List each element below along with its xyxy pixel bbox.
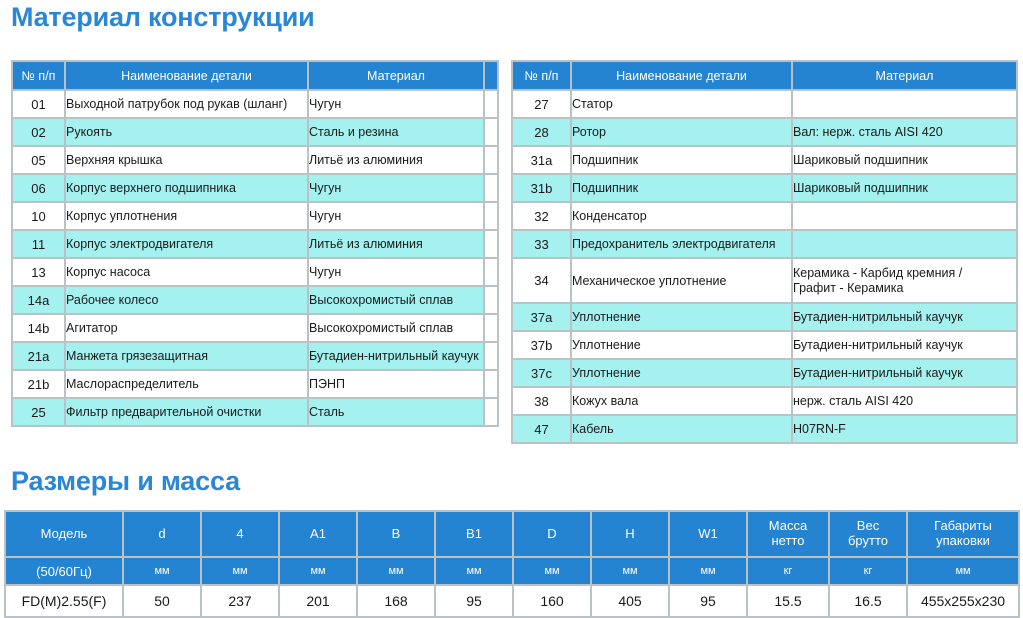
cell-dimension-value: 168	[357, 585, 435, 617]
cell-part-name: Уплотнение	[571, 303, 792, 331]
cell-part-material: Бутадиен-нитрильный каучук	[792, 303, 1017, 331]
cell-part-name: Верхняя крышка	[65, 146, 308, 174]
cell-dimension-value: 50	[123, 585, 201, 617]
table-row	[512, 258, 1017, 303]
cell-part-material: Вал: нерж. сталь AISI 420	[792, 118, 1017, 146]
dimensions-unit-label: мм	[591, 557, 669, 585]
page-title-materials: Материал конструкции	[11, 2, 315, 32]
column-header-spacer	[484, 61, 498, 90]
table-row	[12, 90, 498, 118]
cell-part-name: Корпус уплотнения	[65, 202, 308, 230]
cell-part-name: Подшипник	[571, 146, 792, 174]
cell-part-material: нерж. сталь AISI 420	[792, 387, 1017, 415]
cell-part-name: Механическое уплотнение	[571, 258, 792, 303]
cell-part-material: Сталь	[308, 398, 484, 426]
table-row	[512, 90, 1017, 118]
cell-part-material: Чугун	[308, 90, 484, 118]
table-row	[12, 202, 498, 230]
cell-part-number: 14b	[12, 314, 65, 342]
table-row	[12, 174, 498, 202]
cell-spacer	[484, 314, 498, 342]
cell-part-number: 21a	[12, 342, 65, 370]
cell-part-number: 31a	[512, 146, 571, 174]
cell-part-number: 01	[12, 90, 65, 118]
cell-part-number: 47	[512, 415, 571, 443]
dimensions-column-header: B1	[435, 511, 513, 557]
table-row	[512, 415, 1017, 443]
dimensions-unit-label: мм	[279, 557, 357, 585]
cell-part-number: 10	[12, 202, 65, 230]
cell-part-material: Бутадиен-нитрильный каучук	[792, 359, 1017, 387]
dimensions-column-header: H	[591, 511, 669, 557]
column-header-name: Наименование детали	[65, 61, 308, 90]
table-row	[12, 370, 498, 398]
table-row	[512, 230, 1017, 258]
cell-part-number: 21b	[12, 370, 65, 398]
dimensions-units-row	[5, 557, 1019, 585]
dimensions-unit-label: мм	[201, 557, 279, 585]
cell-part-number: 02	[12, 118, 65, 146]
cell-part-name: Манжета грязезащитная	[65, 342, 308, 370]
cell-part-material	[792, 202, 1017, 230]
cell-part-material: Литьё из алюминия	[308, 230, 484, 258]
cell-part-material: Чугун	[308, 174, 484, 202]
dimensions-unit-label: мм	[907, 557, 1019, 585]
cell-part-number: 31b	[512, 174, 571, 202]
cell-model-name: FD(M)2.55(F)	[5, 585, 123, 617]
cell-part-number: 33	[512, 230, 571, 258]
table-row	[12, 398, 498, 426]
cell-part-number: 25	[12, 398, 65, 426]
dimensions-column-header: A1	[279, 511, 357, 557]
cell-part-name: Рабочее колесо	[65, 286, 308, 314]
parts-table-left	[11, 60, 499, 427]
cell-dimension-value: 160	[513, 585, 591, 617]
cell-dimension-value: 16.5	[829, 585, 907, 617]
cell-part-material	[792, 230, 1017, 258]
dimensions-header-row	[5, 511, 1019, 557]
column-header-no: № п/п	[12, 61, 65, 90]
column-header-material: Материал	[308, 61, 484, 90]
cell-part-name: Уплотнение	[571, 359, 792, 387]
page-title-dimensions: Размеры и масса	[11, 466, 240, 496]
cell-part-material: Керамика - Карбид кремния / Графит - Керамика	[792, 258, 1017, 303]
table-row	[512, 146, 1017, 174]
dimensions-column-header: W1	[669, 511, 747, 557]
table-row	[12, 118, 498, 146]
cell-part-material: Бутадиен-нитрильный каучук	[308, 342, 484, 370]
cell-part-material: H07RN-F	[792, 415, 1017, 443]
cell-part-name: Подшипник	[571, 174, 792, 202]
cell-spacer	[484, 258, 498, 286]
table-row	[12, 230, 498, 258]
cell-spacer	[484, 398, 498, 426]
dimensions-unit-label: мм	[435, 557, 513, 585]
cell-part-number: 38	[512, 387, 571, 415]
cell-part-material: Чугун	[308, 258, 484, 286]
cell-dimension-value: 455x255x230	[907, 585, 1019, 617]
table-row	[512, 387, 1017, 415]
cell-spacer	[484, 342, 498, 370]
cell-part-name: Агитатор	[65, 314, 308, 342]
cell-part-name: Кабель	[571, 415, 792, 443]
dimensions-unit-label: мм	[669, 557, 747, 585]
column-header-material: Материал	[792, 61, 1017, 90]
parts-table-right	[511, 60, 1018, 444]
dimensions-unit-label: мм	[513, 557, 591, 585]
cell-part-number: 14a	[12, 286, 65, 314]
dimensions-column-header: Масса нетто	[747, 511, 829, 557]
cell-part-number: 37a	[512, 303, 571, 331]
cell-part-number: 27	[512, 90, 571, 118]
dimensions-column-header: D	[513, 511, 591, 557]
cell-part-material: Сталь и резина	[308, 118, 484, 146]
dimensions-unit-label: кг	[829, 557, 907, 585]
cell-part-material: Литьё из алюминия	[308, 146, 484, 174]
dimensions-unit-label: мм	[123, 557, 201, 585]
cell-spacer	[484, 90, 498, 118]
column-header-name: Наименование детали	[571, 61, 792, 90]
cell-part-number: 05	[12, 146, 65, 174]
table-row	[512, 174, 1017, 202]
dimensions-column-header: Модель	[5, 511, 123, 557]
cell-dimension-value: 405	[591, 585, 669, 617]
table-header-row	[12, 61, 498, 90]
cell-part-name: Корпус насоса	[65, 258, 308, 286]
table-row	[512, 303, 1017, 331]
table-row	[12, 146, 498, 174]
cell-part-material: Бутадиен-нитрильный каучук	[792, 331, 1017, 359]
cell-dimension-value: 201	[279, 585, 357, 617]
table-row	[12, 258, 498, 286]
cell-part-number: 34	[512, 258, 571, 303]
dimensions-row	[5, 585, 1019, 617]
cell-part-material: Высокохромистый сплав	[308, 314, 484, 342]
cell-part-number: 13	[12, 258, 65, 286]
cell-spacer	[484, 286, 498, 314]
cell-part-name: Статор	[571, 90, 792, 118]
cell-spacer	[484, 202, 498, 230]
dimensions-column-header: Габариты упаковки	[907, 511, 1019, 557]
cell-part-name: Выходной патрубок под рукав (шланг)	[65, 90, 308, 118]
cell-part-name: Уплотнение	[571, 331, 792, 359]
cell-part-number: 28	[512, 118, 571, 146]
cell-part-material: Шариковый подшипник	[792, 174, 1017, 202]
cell-part-name: Маслораспределитель	[65, 370, 308, 398]
cell-spacer	[484, 118, 498, 146]
dimensions-table	[4, 510, 1020, 618]
cell-part-material: Высокохромистый сплав	[308, 286, 484, 314]
dimensions-unit-label: кг	[747, 557, 829, 585]
column-header-no: № п/п	[512, 61, 571, 90]
cell-part-name: Рукоять	[65, 118, 308, 146]
cell-part-name: Корпус верхнего подшипника	[65, 174, 308, 202]
cell-part-name: Кожух вала	[571, 387, 792, 415]
dimensions-unit-label: мм	[357, 557, 435, 585]
cell-part-material: Шариковый подшипник	[792, 146, 1017, 174]
table-row	[512, 202, 1017, 230]
cell-part-name: Предохранитель электродвигателя	[571, 230, 792, 258]
dimensions-frequency-label: (50/60Гц)	[5, 557, 123, 585]
cell-part-number: 37c	[512, 359, 571, 387]
cell-part-material	[792, 90, 1017, 118]
table-row	[512, 331, 1017, 359]
dimensions-column-header: 4	[201, 511, 279, 557]
cell-dimension-value: 237	[201, 585, 279, 617]
cell-spacer	[484, 146, 498, 174]
table-row	[12, 314, 498, 342]
table-row	[512, 359, 1017, 387]
table-row	[12, 286, 498, 314]
cell-part-number: 06	[12, 174, 65, 202]
cell-part-number: 37b	[512, 331, 571, 359]
table-header-row	[512, 61, 1017, 90]
cell-dimension-value: 95	[435, 585, 513, 617]
table-row	[12, 342, 498, 370]
dimensions-column-header: Вес брутто	[829, 511, 907, 557]
cell-part-number: 11	[12, 230, 65, 258]
cell-spacer	[484, 174, 498, 202]
cell-part-material: ПЭНП	[308, 370, 484, 398]
table-row	[512, 118, 1017, 146]
cell-part-material: Чугун	[308, 202, 484, 230]
cell-part-name: Фильтр предварительной очистки	[65, 398, 308, 426]
dimensions-column-header: d	[123, 511, 201, 557]
dimensions-column-header: B	[357, 511, 435, 557]
cell-spacer	[484, 230, 498, 258]
cell-spacer	[484, 370, 498, 398]
cell-part-name: Корпус электродвигателя	[65, 230, 308, 258]
cell-dimension-value: 95	[669, 585, 747, 617]
cell-part-name: Ротор	[571, 118, 792, 146]
cell-dimension-value: 15.5	[747, 585, 829, 617]
cell-part-name: Конденсатор	[571, 202, 792, 230]
cell-part-number: 32	[512, 202, 571, 230]
